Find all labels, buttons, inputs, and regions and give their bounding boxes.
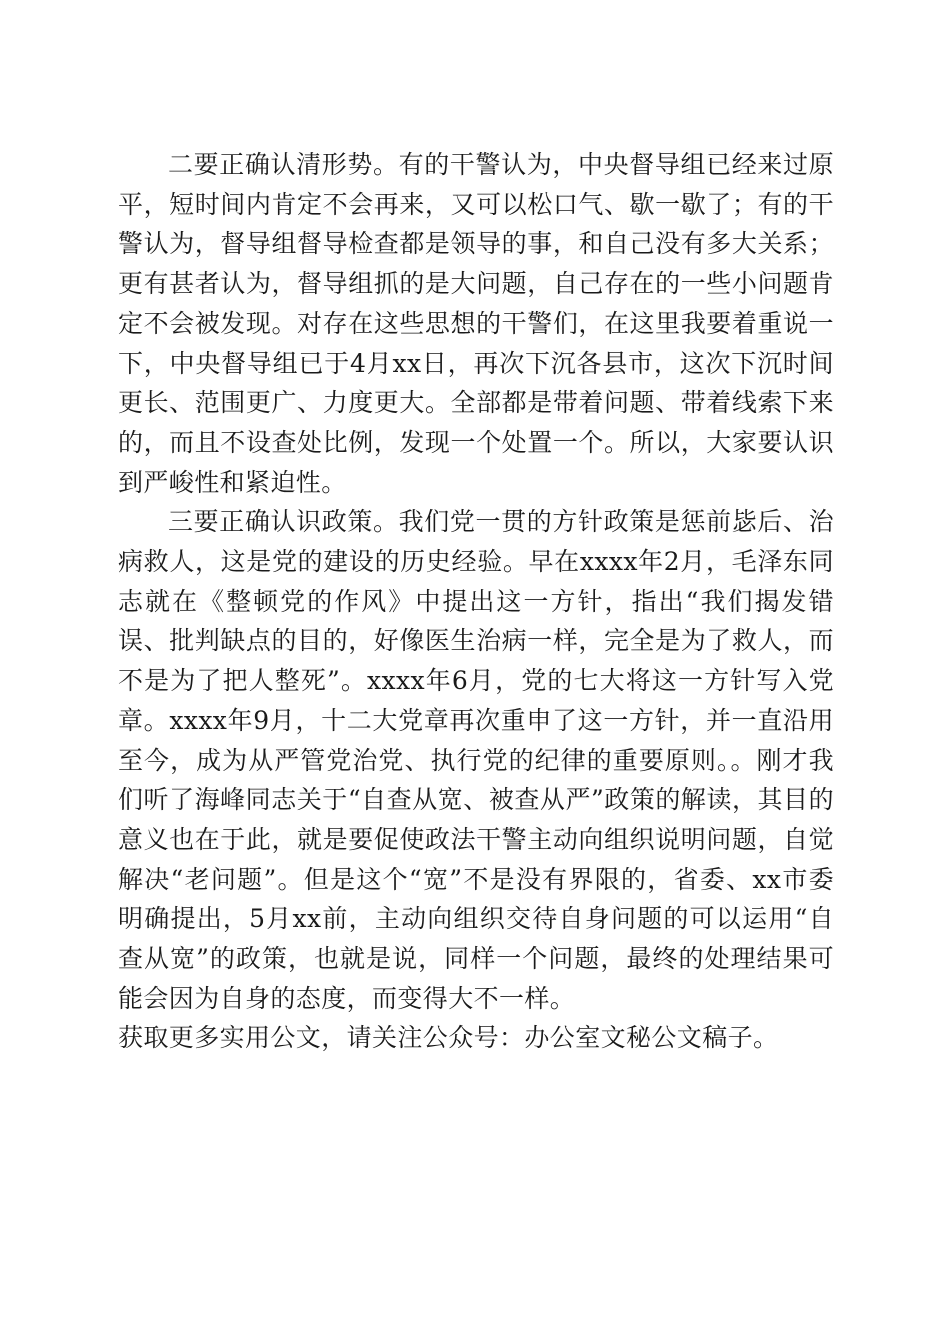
- footer-note: 获取更多实用公文，请关注公众号：办公室文秘公文稿子。: [118, 1023, 779, 1053]
- document-body: [118, 145, 834, 1058]
- paragraph-policy: 三要正确认识政策。我们党一贯的方针政策是惩前毖后、治病救人，这是党的建设的历史经验。早在xxxx年2月，毛泽东同志就在《整顿党的作风》中提出这一方针，指出“我们揭发错误、批判缺点的目的，好像医生治病一样，完全是为了救人，而不是为了把人整死”。xxxx年6月，党的七大将这一方针写入党章。xxxx年9月，十二大党章再次重申了这一方针，并一直沿用至今，成为从严管党治党、执行党的纪律的重要原则。。刚才我们听了海峰同志关于“自查从宽、被查从严”政策的解读，其目的意义也在于此，就是要促使政法干警主动向组织说明问题，自觉解决“老问题”。但是这个“宽”不是没有界限的，省委、xx市委明确提出，5月xx前，主动向组织交待自身问题的可以运用“自查从宽”的政策，也就是说，同样一个问题，最终的处理结果可能会因为自身的态度，而变得大不一样。: [118, 507, 834, 1013]
- paragraph-situation: 二要正确认清形势。有的干警认为，中央督导组已经来过原平，短时间内肯定不会再来，又可以松口气、歇一歇了；有的干警认为，督导组督导检查都是领导的事，和自己没有多大关系；更有甚者认为，督导组抓的是大问题，自己存在的一些小问题肯定不会被发现。对存在这些思想的干警们，在这里我要着重说一下，中央督导组已于4月xx日，再次下沉各县市，这次下沉时间更长、范围更广、力度更大。全部都是带着问题、带着线索下来的，而且不设查处比例，发现一个处置一个。所以，大家要认识到严峻性和紧迫性。: [118, 150, 834, 497]
